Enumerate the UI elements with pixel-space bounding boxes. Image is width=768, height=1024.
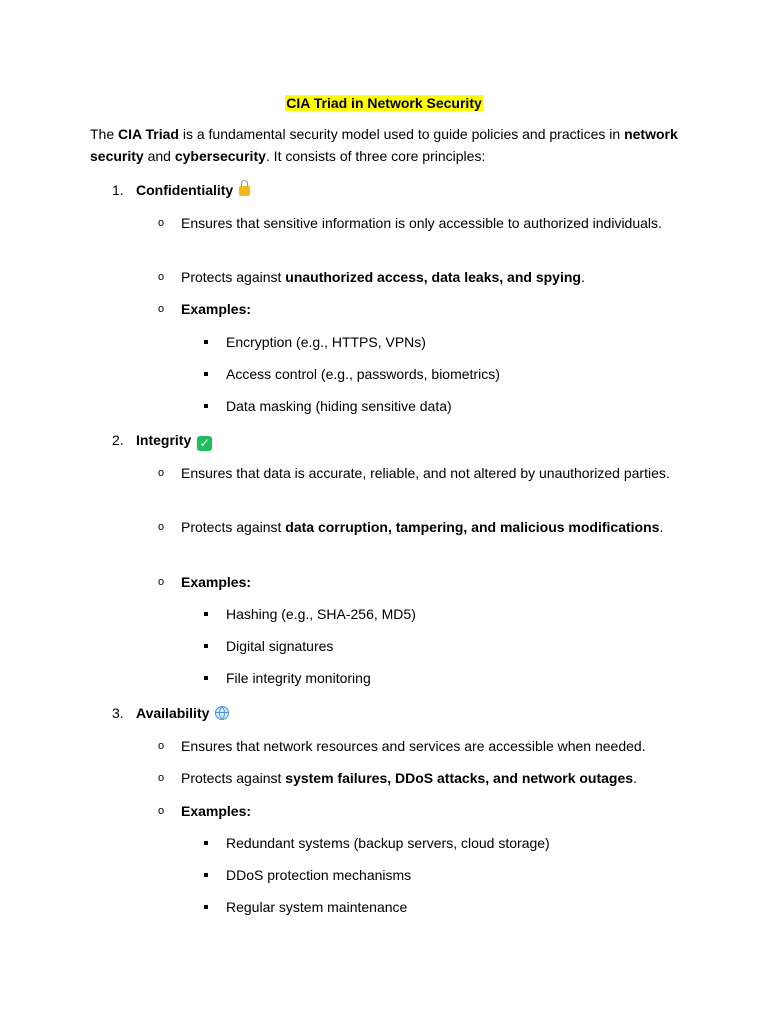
example-item xyxy=(226,603,666,625)
square-bullet-icon xyxy=(204,340,208,344)
point-text-bold: unauthorized access, data leaks, and spying xyxy=(285,269,581,285)
square-bullet-icon xyxy=(204,905,208,909)
intro-bold-cia-triad: CIA Triad xyxy=(118,126,179,142)
list-item xyxy=(158,571,681,593)
square-bullet-icon xyxy=(204,644,208,648)
example-text: Digital signatures xyxy=(226,638,334,654)
section-title: Availability xyxy=(136,705,210,721)
list-item xyxy=(158,767,681,789)
section-heading-integrity xyxy=(112,429,212,451)
square-bullet-icon xyxy=(204,404,208,408)
circle-bullet-icon: o xyxy=(158,271,165,283)
square-bullet-icon xyxy=(204,676,208,680)
point-text: Ensures that sensitive information is only accessible to authorized individuals. xyxy=(181,215,662,231)
point-text-prefix: Protects against xyxy=(181,269,286,285)
point-text-bold: data corruption, tampering, and malicious modifications xyxy=(285,519,660,535)
section-number: 2. xyxy=(112,432,124,448)
point-text: Ensures that data is accurate, reliable, and not altered by unauthorized parties. xyxy=(181,465,670,481)
point-text-suffix: . xyxy=(659,519,664,535)
circle-bullet-icon: o xyxy=(158,217,165,229)
section-number: 1. xyxy=(112,182,124,198)
section-heading-availability xyxy=(112,702,229,724)
example-item xyxy=(226,331,666,353)
square-bullet-icon xyxy=(204,612,208,616)
point-text-bold: system failures, DDoS attacks, and network outages xyxy=(285,770,634,786)
square-bullet-icon xyxy=(204,372,208,376)
section-heading-confidentiality xyxy=(112,179,250,201)
example-item xyxy=(226,667,666,689)
intro-text-1: The xyxy=(90,126,119,142)
example-text: Redundant systems (backup servers, cloud storage) xyxy=(226,835,550,851)
list-item xyxy=(158,212,681,234)
example-item xyxy=(226,395,666,417)
point-text: Ensures that network resources and services are accessible when needed. xyxy=(181,738,646,754)
example-item xyxy=(226,832,666,854)
circle-bullet-icon: o xyxy=(158,521,165,533)
example-text: Encryption (e.g., HTTPS, VPNs) xyxy=(226,334,426,350)
list-item xyxy=(158,735,681,757)
example-text: File integrity monitoring xyxy=(226,670,371,686)
examples-label: Examples: xyxy=(181,803,252,819)
example-item xyxy=(226,864,666,886)
list-item xyxy=(158,266,681,288)
example-text: Access control (e.g., passwords, biometrics) xyxy=(226,366,500,382)
list-item xyxy=(158,516,681,538)
example-text: Hashing (e.g., SHA-256, MD5) xyxy=(226,606,416,622)
example-item xyxy=(226,896,666,918)
intro-bold-cybersecurity: cybersecurity xyxy=(174,148,266,164)
intro-paragraph xyxy=(90,123,680,167)
list-item xyxy=(158,800,681,822)
circle-bullet-icon: o xyxy=(158,576,165,588)
check-mark-icon: ✓ xyxy=(197,436,212,451)
example-item xyxy=(226,363,666,385)
list-item xyxy=(158,298,681,320)
circle-bullet-icon: o xyxy=(158,303,165,315)
section-title: Integrity xyxy=(136,432,192,448)
point-text-prefix: Protects against xyxy=(181,770,286,786)
circle-bullet-icon: o xyxy=(158,740,165,752)
example-text: Data masking (hiding sensitive data) xyxy=(226,398,452,414)
square-bullet-icon xyxy=(204,841,208,845)
point-text-suffix: . xyxy=(633,770,637,786)
square-bullet-icon xyxy=(204,873,208,877)
section-title: Confidentiality xyxy=(136,182,234,198)
example-item xyxy=(226,635,666,657)
title-block xyxy=(0,92,768,114)
section-number: 3. xyxy=(112,705,124,721)
intro-text-4: . It consists of three core principles: xyxy=(265,148,486,164)
list-item xyxy=(158,462,681,484)
example-text: Regular system maintenance xyxy=(226,899,408,915)
example-text: DDoS protection mechanisms xyxy=(226,867,412,883)
lock-icon xyxy=(239,186,250,196)
point-text-suffix: . xyxy=(580,269,585,285)
document-title: CIA Triad in Network Security xyxy=(286,95,482,111)
examples-label: Examples: xyxy=(181,574,252,590)
point-text-prefix: Protects against xyxy=(181,519,286,535)
intro-text-3: and xyxy=(143,148,175,164)
intro-text-2: is a fundamental security model used to guide policies and practices in xyxy=(178,126,625,142)
intro-bold-network-security: network security xyxy=(90,126,678,164)
circle-bullet-icon: o xyxy=(158,772,165,784)
examples-label: Examples: xyxy=(181,301,252,317)
circle-bullet-icon: o xyxy=(158,467,165,479)
circle-bullet-icon: o xyxy=(158,805,165,817)
globe-icon xyxy=(215,706,229,720)
